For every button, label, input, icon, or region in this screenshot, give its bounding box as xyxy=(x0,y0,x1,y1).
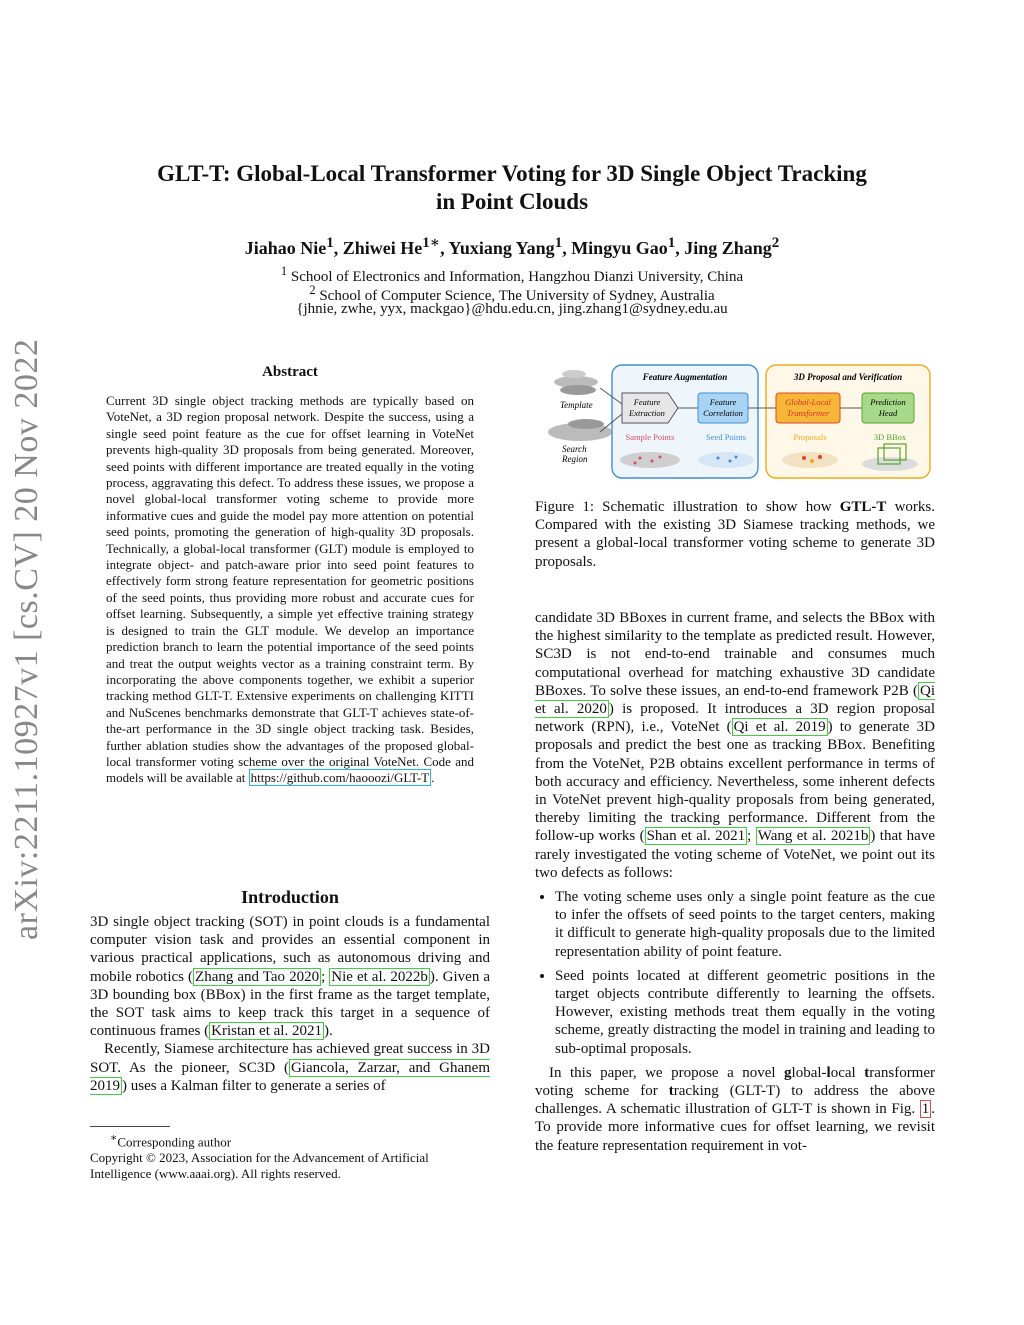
template-point-cloud xyxy=(554,370,598,395)
citation-qi-2020[interactable]: Qi et al. 2020 xyxy=(535,682,935,718)
introduction-body xyxy=(90,913,490,1095)
sample-points-label: Sample Points xyxy=(625,432,675,442)
affiliation-text: School of Computer Science, The University of Sydney, Australia xyxy=(319,288,715,304)
search-label-1: Search xyxy=(562,444,587,454)
emph: t xyxy=(864,1064,870,1081)
citation-qi-2019[interactable]: Qi et al. 2019 xyxy=(733,719,826,736)
proposal-verification-title: 3D Proposal and Verification xyxy=(793,372,903,382)
affiliation-text: School of Electronics and Information, Hangzhou Dianzi University, China xyxy=(290,269,744,285)
affiliation-sup: 1 xyxy=(280,264,288,278)
glt-label-2: Transformer xyxy=(786,408,830,418)
abstract-body: Current 3D single object tracking methods are typically based on VoteNet, a 3D region proposal network. Despite the success, using a single seed point feature as the cue for offset learning in VoteNet prevents high-quality 3D proposals from being generated. Moreover, seed points with different importance are treated equally in the voting process, aggravating this defect. To address these issues, we propose a novel global-local transformer voting scheme to provide more informative cues and guide the model pay more attention on potential seed points, promoting the generation of high-quality 3D proposals. Technically, a global-local transformer (GLT) module is employed to integrate object- and patch-aware prior into seed point features to effectively form strong feature representation for geometric positions of the seed points, thus providing more robust and accurate cues for offset learning. Subsequently, a simple yet effective training strategy is designed to train the GLT module. We develop an importance prediction branch to learn the potential importance of the seed points and treat the output weights vector as a training constraint term. By incorporating the above components together, we exhibit a superior tracking method GLT-T. Extensive experiments on challenging KITTI and NuScenes benchmarks demonstrate that GLT-T achieves state-of-the-art performance in the 3D single object tracking task. Besides, further ablation studies show the advantages of the proposed global-local transformer voting scheme over the original VoteNet. Code and models will be available at https://github.com/haooozi/GLT-T . xyxy=(106,393,474,786)
text: 3D single object tracking (SOT) in point clouds is a fundamental computer vision task and provides an essential component in various practical applications, such as autonomous driving and mobile robotics ( xyxy=(90,914,490,985)
3d-bbox-label: 3D BBox xyxy=(873,432,907,442)
defect-item-1: • The voting scheme uses only a single point feature as the cue to infer the offsets of seed points to the target centers, making it difficult to generate high-quality proposals due to the limited representation ability of point feature. xyxy=(555,888,935,961)
text: Corresponding author xyxy=(117,1134,232,1150)
author-affil-sup: 2 xyxy=(771,235,780,251)
text: ) to generate 3D proposals and predict the best one as tracking BBox. Benefiting from the VoteNet, P2B obtains excellent performance in terms of both accuracy and efficiency. Nevertheless, some inherent defects in VoteNet prevent high-quality proposals from being generated, thereby limiting the tracking performance. Different from the follow-up works ( xyxy=(535,719,935,845)
text: ocal xyxy=(830,1064,865,1081)
feature-correlation-label-1: Feature xyxy=(709,397,737,407)
arxiv-identifier: arXiv:2211.10927v1 [cs.CV] 20 Nov 2022 xyxy=(8,338,45,940)
text: ). xyxy=(323,1023,333,1040)
author-affil-sup: 1 xyxy=(667,235,676,251)
author-emails: {jhnie, zwhe, yyx, mackgao}@hdu.edu.cn, jing.zhang1@sydney.edu.au xyxy=(296,301,728,317)
author: Yuxiang Yang xyxy=(448,238,555,258)
author-affil-sup: 1 xyxy=(554,235,563,251)
paper-title xyxy=(100,160,924,216)
citation-wang-2021b[interactable]: Wang et al. 2021b xyxy=(757,828,869,845)
figure-1-reference[interactable]: 1 xyxy=(921,1101,930,1118)
text: lobal- xyxy=(791,1064,827,1081)
author: Jing Zhang xyxy=(684,238,772,258)
footnote-copyright: Copyright © 2023, Association for the Advancement of Artificial Intelligence (www.aaai.org). All rights reserved. xyxy=(90,1150,429,1182)
introduction-heading: Introduction xyxy=(241,887,339,907)
right-column-body xyxy=(535,609,935,1155)
seed-points-thumbnail xyxy=(698,452,754,468)
text: . To provide more informative cues for offset learning, we revisit the feature representation requirement in vot- xyxy=(535,1101,935,1154)
author: Jiahao Nie xyxy=(244,238,327,258)
text: Recently, Siamese architecture has achieved great success in 3D SOT. As the pioneer, SC3D ( xyxy=(90,1041,490,1076)
text: In this paper, we propose a novel xyxy=(549,1064,785,1081)
intro-paragraph-2 xyxy=(90,1040,490,1095)
proposals-label: Proposals xyxy=(793,432,827,442)
abstract-heading: Abstract xyxy=(262,364,318,380)
footnote-rule xyxy=(90,1126,170,1127)
author-affil-sup: 1 xyxy=(326,235,334,251)
right-paragraph-1 xyxy=(535,609,935,882)
title-line-2: in Point Clouds xyxy=(435,189,589,214)
template-label: Template xyxy=(560,400,593,410)
defect-item-2: • Seed points located at different geometric positions in the target objects contribute differently to learning the offsets. However, existing methods treat them equally in the voting scheme, greatly distracting the model in training and leading to sub-optimal proposals. xyxy=(555,967,935,1058)
text: candidate 3D BBoxes in current frame, and selects the BBox with the highest similarity to the template as predicted result. However, SC3D is not end-to-end trainable and consumes much computational overhead for matching exhaustive 3D candidate BBoxes. To solve these issues, an end-to-end framework P2B ( xyxy=(535,610,935,699)
citation-nie-2022b[interactable]: Nie et al. 2022b xyxy=(331,968,428,985)
seed-points-label: Seed Points xyxy=(706,432,746,442)
code-link[interactable]: https://github.com/haooozi/GLT-T xyxy=(250,770,430,786)
text: ; xyxy=(321,968,330,985)
search-label-2: Region xyxy=(562,454,588,464)
intro-paragraph-1 xyxy=(90,913,490,1040)
text: racking (GLT-T) to address the above challenges. A schematic illustration of GLT-T is shown in Fig. xyxy=(535,1083,936,1118)
affiliation-sup: 2 xyxy=(309,283,316,297)
citation-kristan-2021[interactable]: Kristan et al. 2021 xyxy=(211,1023,322,1040)
text: ransformer voting scheme for xyxy=(535,1064,936,1100)
text: ) that have rarely investigated the voting scheme of VoteNet, we point out its two defects as follows: xyxy=(535,828,936,881)
figure-1 xyxy=(540,360,935,482)
prediction-head-label-1: Prediction xyxy=(870,397,906,407)
feature-extraction-label-1: Feature xyxy=(633,397,661,407)
text: Figure 1: Schematic illustration to show how xyxy=(535,499,840,515)
abstract-text: Current 3D single object tracking methods are typically based on VoteNet, a 3D region proposal network. Despite the success, using a single seed point feature as the cue for offset learning in VoteNet prevents high-quality 3D proposals from being generated. Moreover, seed points with different importance are treated equally in the voting process, aggravating this defect. To address these issues, we propose a novel global-local transformer voting scheme to provide more informative cues and guide the model pay more attention on potential seed points, promoting the generation of high-quality 3D proposals. Technically, a global-local transformer (GLT) module is employed to integrate object- and patch-aware prior into seed point features to effectively form strong feature representation for geometric positions of the seed points, thus providing more robust and accurate cues for offset learning. Subsequently, a simple yet effective training strategy is designed to train the GLT module. We develop an importance prediction branch to learn the potential importance of the seed points and treat the output weights vector as a training constraint term. By incorporating the above components together, we exhibit a superior tracking method GLT-T. Extensive experiments on challenging KITTI and NuScenes benchmarks demonstrate that GLT-T achieves state-of-the-art performance in the 3D single object tracking task. Besides, further ablation studies show the advantages of the proposed global-local transformer voting scheme over the original VoteNet. Code and models will be available at xyxy=(106,393,474,786)
figure-1-caption xyxy=(535,498,935,571)
feature-extraction-label-2: Extraction xyxy=(629,408,665,418)
emph: l xyxy=(826,1064,831,1081)
text: ). Given a 3D bounding box (BBox) in the first frame as the target template, the SOT task aims to keep track this target in a sequence of continuous frames ( xyxy=(90,968,491,1040)
author: Mingyu Gao xyxy=(571,238,668,258)
author-list: Jiahao Nie$^1$, Zhiwei $He^{1∗}$, Yuxiang Yang$^1$, Mingyu Gao$^1$, Jing Zhang$^2$ xyxy=(244,235,780,258)
text: ) is proposed. It introduces a 3D region proposal network (RPN), i.e., VoteNet ( xyxy=(535,701,936,736)
caption-method-name: GTL-T xyxy=(839,499,887,515)
glt-label-1: Global-Local xyxy=(785,397,831,407)
sample-points-thumbnail xyxy=(620,452,680,468)
citation-shan-2021[interactable]: Shan et al. 2021 xyxy=(646,828,746,845)
footnote xyxy=(90,1130,490,1182)
proposals-thumbnail xyxy=(782,452,838,468)
text: works. Compared with the existing 3D Siamese tracking methods, we present a global-local transformer voting scheme to generate 3D proposals. xyxy=(535,499,935,570)
citation-zhang-tao-2020[interactable]: Zhang and Tao 2020 xyxy=(195,968,320,985)
author: Zhiwei He xyxy=(342,238,423,258)
figure-1-diagram xyxy=(540,360,935,482)
footnote-corresponding xyxy=(90,1130,490,1150)
emph: g xyxy=(784,1064,792,1081)
emph: t xyxy=(668,1083,674,1100)
text: ; xyxy=(747,828,756,845)
title-line-1: GLT-T: Global-Local Transformer Voting for 3D Single Object Tracking xyxy=(157,161,867,186)
feature-correlation-label-2: Correlation xyxy=(703,408,743,418)
right-paragraph-2 xyxy=(535,1064,935,1155)
text: ) uses a Kalman filter to generate a series of xyxy=(122,1077,386,1094)
footnote-mark: ∗ xyxy=(110,1132,118,1144)
feature-augmentation-title: Feature Augmentation xyxy=(642,372,728,382)
citation-giancola-2019[interactable]: Giancola, Zarzar, and Ghanem 2019 xyxy=(90,1059,490,1094)
prediction-head-label-2: Head xyxy=(878,408,898,418)
defect-list xyxy=(535,888,935,1058)
author-affil-sup: 1∗ xyxy=(422,235,441,251)
